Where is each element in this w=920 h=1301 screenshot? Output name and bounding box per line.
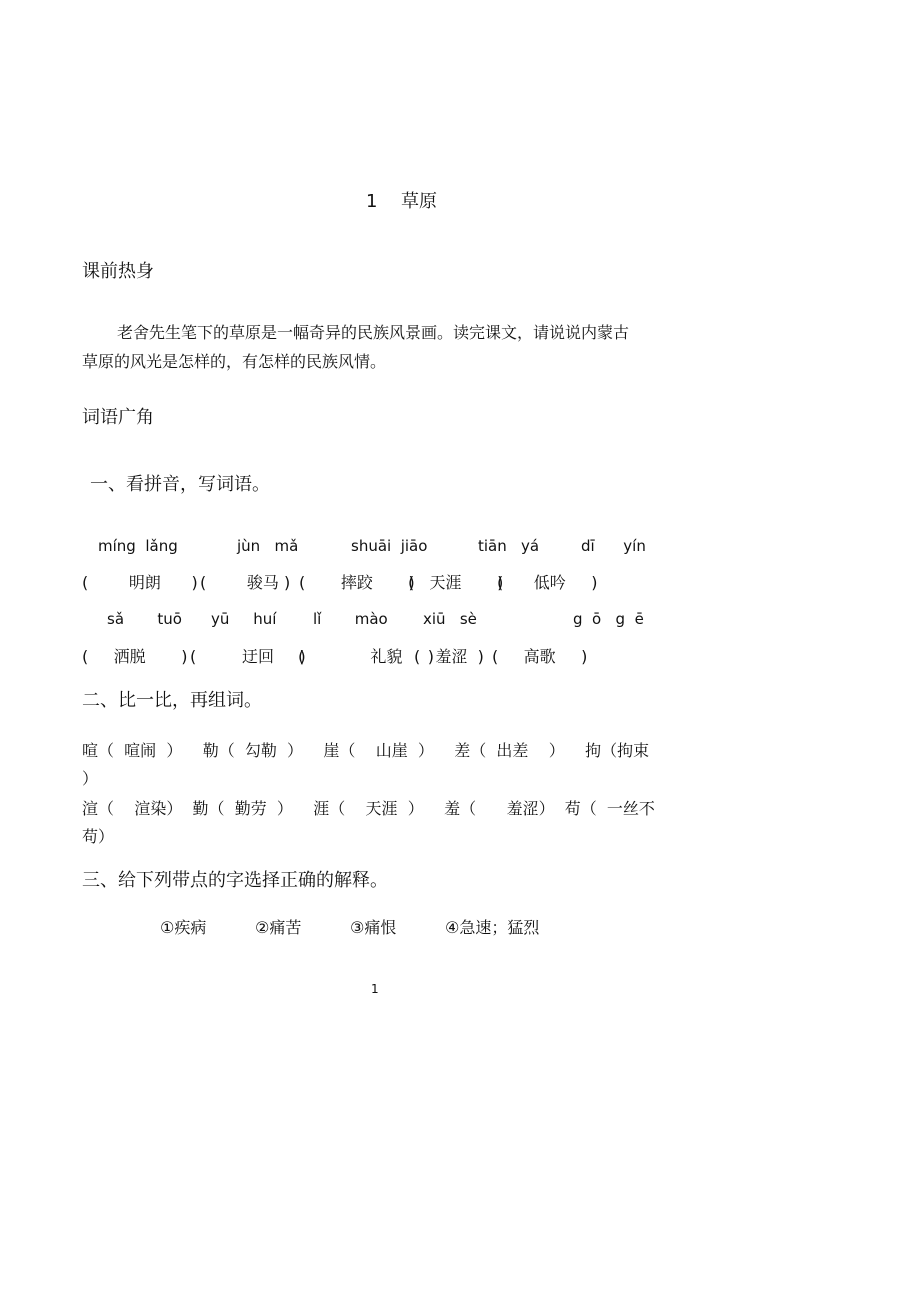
answer: ( 低吟 ) bbox=[497, 573, 598, 592]
pinyin: dī yín bbox=[581, 537, 646, 555]
section3-heading: 三、给下列带点的字选择正确的解释。 bbox=[82, 870, 388, 891]
option: ①疾病 bbox=[160, 918, 207, 937]
option: ③痛恨 bbox=[350, 918, 397, 937]
compare-row-1-cont: ） bbox=[82, 769, 99, 788]
lesson-number: 1 bbox=[366, 191, 378, 212]
section2-heading: 二、比一比，再组词。 bbox=[82, 690, 262, 711]
page-number: 1 bbox=[371, 982, 379, 996]
lesson-title: 草原 bbox=[401, 191, 437, 212]
pinyin: xiū sè bbox=[423, 610, 477, 628]
pinyin: sǎ tuō bbox=[107, 610, 182, 628]
answer: ( 天涯 ) bbox=[408, 573, 504, 592]
warmup-line-1: 老舍先生笔下的草原是一幅奇异的民族风景画。读完课文，请说说内蒙古 bbox=[117, 323, 630, 342]
pinyin: lǐ mào bbox=[313, 610, 388, 628]
compare-row-2: 渲（ 渲染） 勤（ 勤劳 ） 涯（ 天涯 ） 羞（ 羞涩） 苟（ 一丝不 bbox=[82, 799, 655, 818]
compare-row-2-cont: 苟） bbox=[82, 827, 115, 846]
answer: ( 羞涩 ) bbox=[414, 647, 484, 666]
pinyin: tiān yá bbox=[478, 537, 540, 555]
answer: ( 明朗 ) bbox=[82, 573, 198, 592]
pinyin: jùn mǎ bbox=[237, 537, 299, 555]
answer: ( 骏马 ) bbox=[200, 573, 291, 592]
warmup-heading: 课前热身 bbox=[82, 261, 154, 282]
pinyin: míng lǎng bbox=[98, 537, 178, 555]
answer: ( 洒脱 ) bbox=[82, 647, 188, 666]
compare-row-1: 喧（ 喧闹 ） 勒（ 勾勒 ） 崖（ 山崖 ） 差（ 出差 ） 拘（拘束 bbox=[82, 741, 650, 760]
answer: ( 礼貌 ) bbox=[298, 647, 435, 666]
words-heading: 词语广角 bbox=[82, 407, 154, 428]
option: ②痛苦 bbox=[255, 918, 302, 937]
answer: ( 迂回 ) bbox=[190, 647, 306, 666]
warmup-line-2: 草原的风光是怎样的，有怎样的民族风情。 bbox=[82, 352, 387, 371]
option: ④急速；猛烈 bbox=[445, 918, 540, 937]
pinyin: g ō g ē bbox=[573, 610, 644, 628]
pinyin: yū huí bbox=[211, 610, 277, 628]
answer: ( 摔跤 ) bbox=[299, 573, 415, 592]
pinyin: shuāi jiāo bbox=[351, 537, 428, 555]
section1-heading: 一、看拼音，写词语。 bbox=[90, 474, 270, 495]
answer: ( 高歌 ) bbox=[492, 647, 588, 666]
